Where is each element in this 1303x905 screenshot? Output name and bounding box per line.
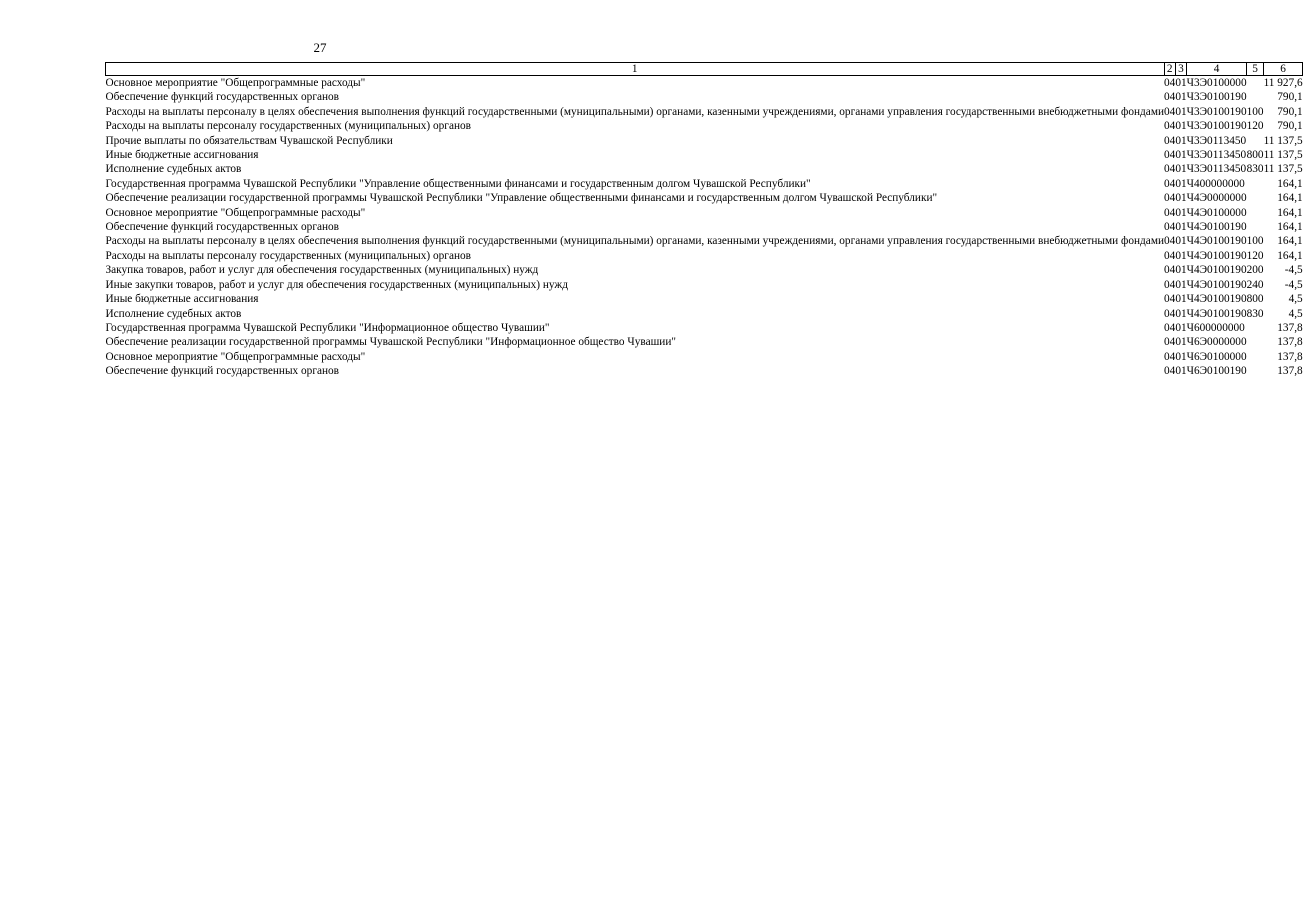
row-expense-type: 830 bbox=[1246, 307, 1264, 320]
row-target-article: Ч4Э0100190 bbox=[1186, 235, 1247, 248]
row-amount: 11 137,5 bbox=[1263, 134, 1303, 147]
table-row bbox=[106, 191, 1303, 205]
row-name: Расходы на выплаты персоналу государственных (муниципальных) органов bbox=[105, 120, 471, 133]
row-amount: 137,8 bbox=[1277, 365, 1303, 378]
row-name: Иные бюджетные ассигнования bbox=[105, 293, 259, 306]
table-row bbox=[106, 350, 1303, 364]
row-section: 04 bbox=[1164, 321, 1176, 334]
row-amount: 137,8 bbox=[1277, 321, 1303, 334]
table-body bbox=[106, 76, 1303, 379]
column-header-1: 1 bbox=[106, 63, 1165, 76]
row-subsection: 01 bbox=[1175, 105, 1187, 118]
row-name: Государственная программа Чувашской Республики "Информационное общество Чувашии" bbox=[105, 321, 550, 334]
row-amount: 164,1 bbox=[1277, 177, 1303, 190]
table-row bbox=[106, 119, 1303, 133]
table-row bbox=[106, 206, 1303, 220]
row-expense-type bbox=[1247, 335, 1264, 349]
row-subsection: 01 bbox=[1175, 336, 1187, 349]
row-subsection: 01 bbox=[1175, 221, 1187, 234]
row-target-article: Ч4Э0100190 bbox=[1186, 293, 1247, 306]
row-expense-type bbox=[1247, 321, 1264, 335]
table-row bbox=[106, 148, 1303, 162]
table-row bbox=[106, 307, 1303, 321]
table-row bbox=[106, 263, 1303, 277]
row-target-article: Ч3Э0100190 bbox=[1186, 105, 1247, 118]
row-name: Основное мероприятие "Общепрограммные расходы" bbox=[105, 77, 366, 89]
table-row bbox=[106, 292, 1303, 306]
table-header-row bbox=[106, 63, 1303, 76]
row-name: Государственная программа Чувашской Республики "Управление общественными финансами и государственным долгом Чувашской Республики" bbox=[105, 177, 811, 190]
row-amount: 790,1 bbox=[1277, 120, 1303, 133]
column-header-4: 4 bbox=[1187, 63, 1247, 76]
row-section: 04 bbox=[1164, 350, 1176, 363]
page-number: 27 bbox=[313, 40, 327, 55]
row-expense-type bbox=[1247, 177, 1264, 191]
row-target-article: Ч400000000 bbox=[1186, 177, 1245, 190]
row-subsection: 01 bbox=[1175, 149, 1187, 162]
column-header-2: 2 bbox=[1164, 63, 1175, 76]
row-amount: -4,5 bbox=[1284, 278, 1303, 291]
row-subsection: 01 bbox=[1175, 134, 1187, 147]
row-expense-type bbox=[1247, 220, 1264, 234]
row-section: 04 bbox=[1164, 120, 1176, 133]
column-header-3: 3 bbox=[1175, 63, 1186, 76]
row-subsection: 01 bbox=[1175, 278, 1187, 291]
table-row bbox=[106, 105, 1303, 119]
row-expense-type bbox=[1247, 350, 1264, 364]
row-amount: 164,1 bbox=[1277, 235, 1303, 248]
table-row bbox=[106, 335, 1303, 349]
row-target-article: Ч3Э0113450 bbox=[1186, 134, 1247, 147]
row-amount: 137,8 bbox=[1277, 336, 1303, 349]
table-row bbox=[106, 278, 1303, 292]
row-target-article: Ч4Э0100190 bbox=[1186, 264, 1247, 277]
table-row bbox=[106, 220, 1303, 234]
table-row bbox=[106, 90, 1303, 104]
row-section: 04 bbox=[1164, 221, 1176, 234]
row-section: 04 bbox=[1164, 192, 1176, 205]
row-section: 04 bbox=[1164, 105, 1176, 118]
row-target-article: Ч4Э0100190 bbox=[1186, 307, 1247, 320]
row-subsection: 01 bbox=[1175, 163, 1187, 176]
row-amount: 164,1 bbox=[1277, 206, 1303, 219]
row-expense-type bbox=[1247, 364, 1264, 378]
row-name: Закупка товаров, работ и услуг для обеспечения государственных (муниципальных) нужд bbox=[105, 264, 539, 277]
row-subsection: 01 bbox=[1175, 206, 1187, 219]
row-subsection: 01 bbox=[1175, 192, 1187, 205]
table-row bbox=[106, 249, 1303, 263]
budget-table bbox=[105, 62, 1303, 379]
row-section: 04 bbox=[1164, 264, 1176, 277]
row-expense-type: 120 bbox=[1246, 120, 1264, 133]
row-name: Расходы на выплаты персоналу в целях обеспечения выполнения функций государственными (муниципальными) органами, казенными учреждениями, органами управления государственными внебюджетными фондами bbox=[105, 235, 1165, 248]
row-section: 04 bbox=[1164, 149, 1176, 162]
column-header-5: 5 bbox=[1247, 63, 1264, 76]
row-section: 04 bbox=[1164, 235, 1176, 248]
row-subsection: 01 bbox=[1175, 91, 1187, 104]
row-name: Основное мероприятие "Общепрограммные расходы" bbox=[105, 350, 366, 363]
row-subsection: 01 bbox=[1175, 177, 1187, 190]
row-amount: 11 137,5 bbox=[1263, 149, 1303, 162]
row-target-article: Ч3Э0100000 bbox=[1186, 77, 1247, 89]
row-target-article: Ч4Э0100190 bbox=[1186, 278, 1247, 291]
row-name: Исполнение судебных актов bbox=[105, 163, 242, 176]
row-subsection: 01 bbox=[1175, 249, 1187, 262]
row-amount: 11 137,5 bbox=[1263, 163, 1303, 176]
row-expense-type bbox=[1247, 76, 1264, 91]
row-name: Обеспечение реализации государственной программы Чувашской Республики "Информационное общество Чувашии" bbox=[105, 336, 676, 349]
row-name: Обеспечение функций государственных органов bbox=[105, 91, 340, 104]
row-expense-type: 100 bbox=[1246, 105, 1264, 118]
row-expense-type: 120 bbox=[1246, 249, 1264, 262]
row-name: Иные бюджетные ассигнования bbox=[105, 149, 259, 162]
row-section: 04 bbox=[1164, 293, 1176, 306]
row-section: 04 bbox=[1164, 365, 1176, 378]
row-expense-type: 800 bbox=[1246, 149, 1264, 162]
table-row bbox=[106, 177, 1303, 191]
row-name: Прочие выплаты по обязательствам Чувашской Республики bbox=[105, 134, 393, 147]
row-amount: 137,8 bbox=[1277, 350, 1303, 363]
row-amount: 164,1 bbox=[1277, 221, 1303, 234]
row-amount: 4,5 bbox=[1288, 307, 1303, 320]
row-target-article: Ч4Э0000000 bbox=[1186, 192, 1247, 205]
column-header-6: 6 bbox=[1264, 63, 1303, 76]
row-name: Расходы на выплаты персоналу государственных (муниципальных) органов bbox=[105, 249, 471, 262]
row-amount: 164,1 bbox=[1277, 249, 1303, 262]
row-target-article: Ч3Э0113450 bbox=[1186, 163, 1247, 176]
table-row bbox=[106, 162, 1303, 176]
table-row bbox=[106, 234, 1303, 248]
row-expense-type: 100 bbox=[1246, 235, 1264, 248]
row-name: Обеспечение реализации государственной программы Чувашской Республики "Управление общественными финансами и государственным долгом Чувашской Республики" bbox=[105, 192, 938, 205]
row-target-article: Ч3Э0100190 bbox=[1186, 120, 1247, 133]
row-amount: 164,1 bbox=[1277, 192, 1303, 205]
row-section: 04 bbox=[1164, 163, 1176, 176]
row-target-article: Ч6Э0100000 bbox=[1186, 350, 1247, 363]
table-row bbox=[106, 76, 1303, 91]
row-expense-type bbox=[1247, 90, 1264, 104]
row-name: Расходы на выплаты персоналу в целях обеспечения выполнения функций государственными (муниципальными) органами, казенными учреждениями, органами управления государственными внебюджетными фондами bbox=[105, 105, 1165, 118]
row-subsection: 01 bbox=[1175, 321, 1187, 334]
row-name: Обеспечение функций государственных органов bbox=[105, 365, 340, 378]
row-expense-type bbox=[1247, 191, 1264, 205]
row-section: 04 bbox=[1164, 91, 1176, 104]
row-target-article: Ч3Э0113450 bbox=[1186, 149, 1247, 162]
row-section: 04 bbox=[1164, 249, 1176, 262]
row-subsection: 01 bbox=[1175, 307, 1187, 320]
table-row bbox=[106, 134, 1303, 148]
row-subsection: 01 bbox=[1175, 350, 1187, 363]
row-expense-type: 240 bbox=[1246, 278, 1264, 291]
row-section: 04 bbox=[1164, 77, 1176, 89]
row-target-article: Ч6Э0100190 bbox=[1186, 365, 1247, 378]
row-name: Иные закупки товаров, работ и услуг для обеспечения государственных (муниципальных) нужд bbox=[105, 278, 568, 291]
row-expense-type: 830 bbox=[1246, 163, 1264, 176]
row-amount: 790,1 bbox=[1277, 91, 1303, 104]
row-amount: 11 927,6 bbox=[1263, 77, 1303, 89]
row-expense-type: 200 bbox=[1246, 264, 1264, 277]
row-subsection: 01 bbox=[1175, 293, 1187, 306]
row-amount: 790,1 bbox=[1277, 105, 1303, 118]
row-expense-type bbox=[1247, 206, 1264, 220]
table-row bbox=[106, 321, 1303, 335]
row-expense-type: 800 bbox=[1246, 293, 1264, 306]
row-target-article: Ч6Э0000000 bbox=[1186, 336, 1247, 349]
row-target-article: Ч600000000 bbox=[1186, 321, 1245, 334]
row-name: Исполнение судебных актов bbox=[105, 307, 242, 320]
row-target-article: Ч4Э0100190 bbox=[1186, 221, 1247, 234]
row-expense-type bbox=[1247, 134, 1264, 148]
row-subsection: 01 bbox=[1175, 365, 1187, 378]
row-subsection: 01 bbox=[1175, 120, 1187, 133]
row-amount: -4,5 bbox=[1284, 264, 1303, 277]
row-section: 04 bbox=[1164, 206, 1176, 219]
row-target-article: Ч3Э0100190 bbox=[1186, 91, 1247, 104]
row-section: 04 bbox=[1164, 307, 1176, 320]
row-subsection: 01 bbox=[1175, 264, 1187, 277]
row-amount: 4,5 bbox=[1288, 293, 1303, 306]
row-section: 04 bbox=[1164, 177, 1176, 190]
row-target-article: Ч4Э0100190 bbox=[1186, 249, 1247, 262]
row-subsection: 01 bbox=[1175, 235, 1187, 248]
row-subsection: 01 bbox=[1175, 77, 1187, 89]
row-section: 04 bbox=[1164, 278, 1176, 291]
row-section: 04 bbox=[1164, 336, 1176, 349]
row-target-article: Ч4Э0100000 bbox=[1186, 206, 1247, 219]
table-row bbox=[106, 364, 1303, 378]
row-section: 04 bbox=[1164, 134, 1176, 147]
row-name: Обеспечение функций государственных органов bbox=[105, 221, 340, 234]
row-name: Основное мероприятие "Общепрограммные расходы" bbox=[105, 206, 366, 219]
